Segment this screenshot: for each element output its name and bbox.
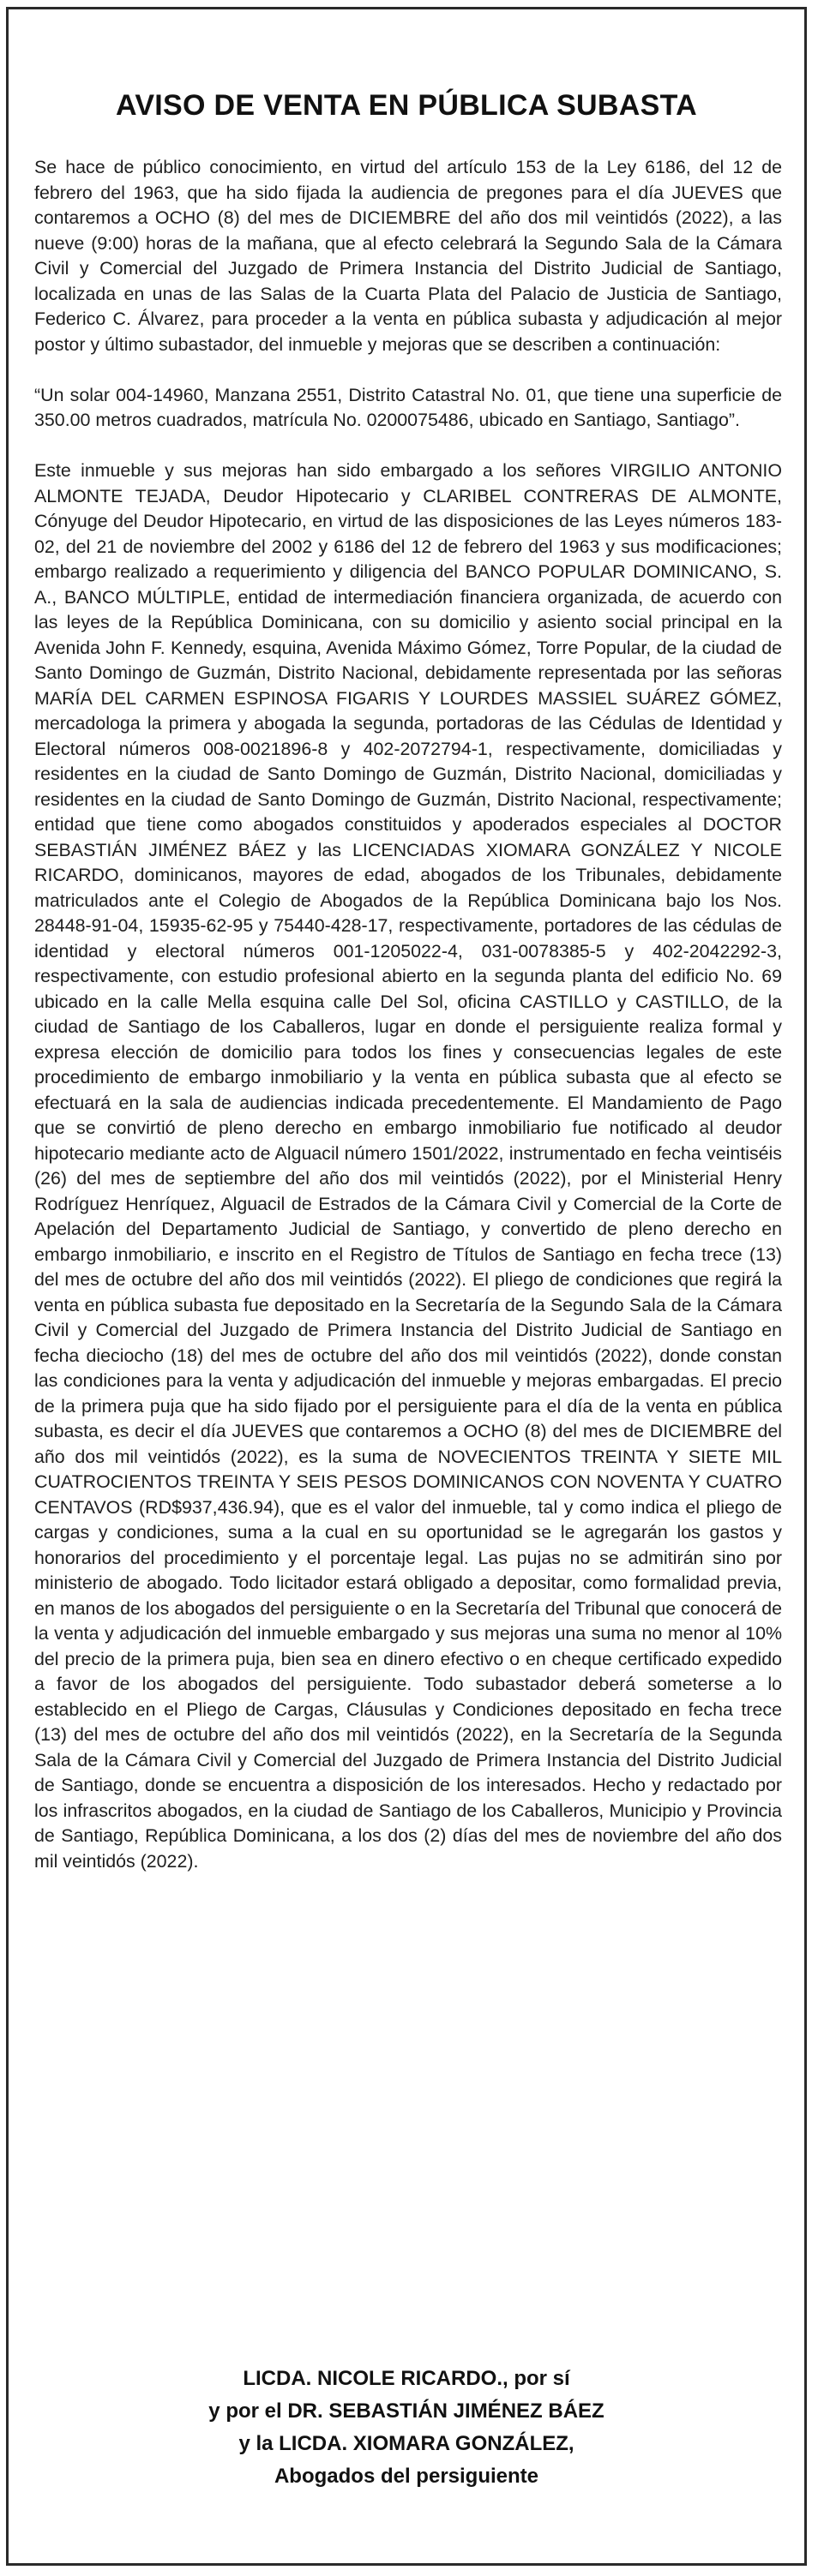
property-description-paragraph: “Un solar 004-14960, Manzana 2551, Distrito Catastral No. 01, que tiene una superficie de 350.00 metros cuadrados, matrícula No. 0200075486, ubicado en Santiago, Santiago”.	[34, 384, 782, 430]
signature-line: y por el DR. SEBASTIÁN JIMÉNEZ BÁEZ	[208, 2399, 604, 2423]
notice-body	[34, 155, 782, 1900]
seizure-details-paragraph: Este inmueble y sus mejoras han sido embargado a los señores VIRGILIO ANTONIO ALMONTE TEJADA, Deudor Hipotecario y CLARIBEL CONTRERAS DE ALMONTE, Cónyuge del Deudor Hipotecario, en virtud de las disposiciones de las Leyes números 183-02, del 21 de noviembre del 2002 y 6186 del 12 de febrero del 1963 y sus modificaciones; embargo realizado a requerimiento y diligencia del BANCO POPULAR DOMINICANO, S. A., BANCO MÚLTIPLE, entidad de intermediación financiera organizada, de acuerdo con las leyes de la República Dominicana, con su domicilio y asiento social principal en la Avenida John F. Kennedy, esquina, Avenida Máximo Gómez, Torre Popular, de la ciudad de Santo Domingo de Guzmán, Distrito Nacional, debidamente representada por las señoras MARÍA DEL CARMEN ESPINOSA FIGARIS Y LOURDES MASSIEL SUÁREZ GÓMEZ, mercadologa la primera y abogada la segunda, portadoras de las Cédulas de Identidad y Electoral números 008-0021896-8 y 402-2072794-1, respectivamente, domiciliadas y residentes en la ciudad de Santo Domingo de Guzmán, Distrito Nacional, domiciliadas y residentes en la ciudad de Santo Domingo de Guzmán, Distrito Nacional, respectivamente; entidad que tiene como abogados constituidos y apoderados especiales al DOCTOR SEBASTIÁN JIMÉNEZ BÁEZ y las LICENCIADAS XIOMARA GONZÁLEZ Y NICOLE RICARDO, dominicanos, mayores de edad, abogados de los Tribunales, debidamente matriculados ante el Colegio de Abogados de la República Dominicana bajo los Nos. 28448-91-04, 15935-62-95 y 75440-428-17, respectivamente, portadores de las cédulas de identidad y electoral números 001-1205022-4, 031-0078385-5 y 402-2042292-3, respectivamente, con estudio profesional abierto en la segunda planta del edificio No. 69 ubicado en la calle Mella esquina calle Del Sol, oficina CASTILLO y CASTILLO, de la ciudad de Santiago de los Caballeros, lugar en donde el persiguiente realiza formal y expresa elección de domicilio para todos los fines y consecuencias legales de este procedimiento de embargo inmobiliario y la venta en pública subasta que al efecto se efectuará en la sala de audiencias indicada precedentemente. El Mandamiento de Pago que se convirtió de pleno derecho en embargo inmobiliario fue notificado al deudor hipotecario mediante acto de Alguacil número 1501/2022, instrumentado en fecha veintiséis (26) del mes de septiembre del año dos mil veintidós (2022), por el Ministerial Henry Rodríguez Henríquez, Alguacil de Estrados de la Cámara Civil y Comercial de la Corte de Apelación del Departamento Judicial de Santiago, y convertido de pleno derecho en embargo inmobiliario, e inscrito en el Registro de Títulos de Santiago en fecha trece (13) del mes de octubre del año dos mil veintidós (2022). El pliego de condiciones que regirá la venta en pública subasta fue depositado en la Secretaría de la Segundo Sala de la Cámara Civil y Comercial del Juzgado de Primera Instancia del Distrito Judicial de Santiago en fecha dieciocho (18) del mes de octubre del año dos mil veintidós (2022), donde constan las condiciones para la venta y adjudicación del inmueble y mejoras embargadas. El precio de la primera puja que ha sido fijado por el persiguiente para el día de la venta en pública subasta, es decir el día JUEVES que contaremos a OCHO (8) del mes de DICIEMBRE del año dos mil veintidós (2022), es la suma de NOVECIENTOS TREINTA Y SIETE MIL CUATROCIENTOS TREINTA Y SEIS PESOS DOMINICANOS CON NOVENTA Y CUATRO CENTAVOS (RD$937,436.94), que es el valor del inmueble, tal y como indica el pliego de cargas y condiciones, suma a la cual en su oportunidad se le agregarán los gastos y honorarios del procedimiento y el porcentaje legal. Las pujas no se admitirán sino por ministerio de abogado. Todo licitador estará obligado a depositar, como formalidad previa, en manos de los abogados del persiguiente o en la Secretaría del Tribunal que conocerá de la venta y adjudicación del inmueble embargado y sus mejoras una suma no menor al 10% del precio de la primera puja, bien sea en dinero efectivo o en cheque certificado expedido a favor de los abogados del persiguiente. Todo subastador deberá someterse a lo establecido en el Pliego de Cargas, Cláusulas y Condiciones depositado en fecha trece (13) del mes de octubre del año dos mil veintidós (2022), en la Secretaría de la Segunda Sala de la Cámara Civil y Comercial del Juzgado de Primera Instancia del Distrito Judicial de Santiago, donde se encuentra a disposición de los interesados. Hecho y redactado por los infrascritos abogados, en la ciudad de Santiago de los Caballeros, Municipio y Provincia de Santiago, República Dominicana, a los dos (2) días del mes de noviembre del año dos mil veintidós (2022).	[34, 460, 782, 1872]
signature-block	[9, 2363, 804, 2493]
legal-notice	[6, 7, 807, 2566]
notice-title: AVISO DE VENTA EN PÚBLICA SUBASTA	[116, 89, 697, 122]
intro-paragraph: Se hace de público conocimiento, en virtud del artículo 153 de la Ley 6186, del 12 de febrero del 1963, que ha sido fijada la audiencia de pregones para el día JUEVES que contaremos a OCHO (8) del mes de DICIEMBRE del año dos mil veintidós (2022), a las nueve (9:00) horas de la mañana, que al efecto celebrará la Segundo Sala de la Cámara Civil y Comercial del Juzgado de Primera Instancia del Distrito Judicial de Santiago, localizada en unas de las Salas de la Cuarta Plata del Palacio de Justicia de Santiago, Federico C. Álvarez, para proceder a la venta en pública subasta y adjudicación al mejor postor y último subastador, del inmueble y mejoras que se describen a continuación:	[34, 157, 782, 355]
signature-line: LICDA. NICOLE RICARDO., por sí	[243, 2367, 570, 2390]
signature-line: y la LICDA. XIOMARA GONZÁLEZ,	[238, 2432, 574, 2455]
signature-line: Abogados del persiguiente	[274, 2465, 539, 2488]
